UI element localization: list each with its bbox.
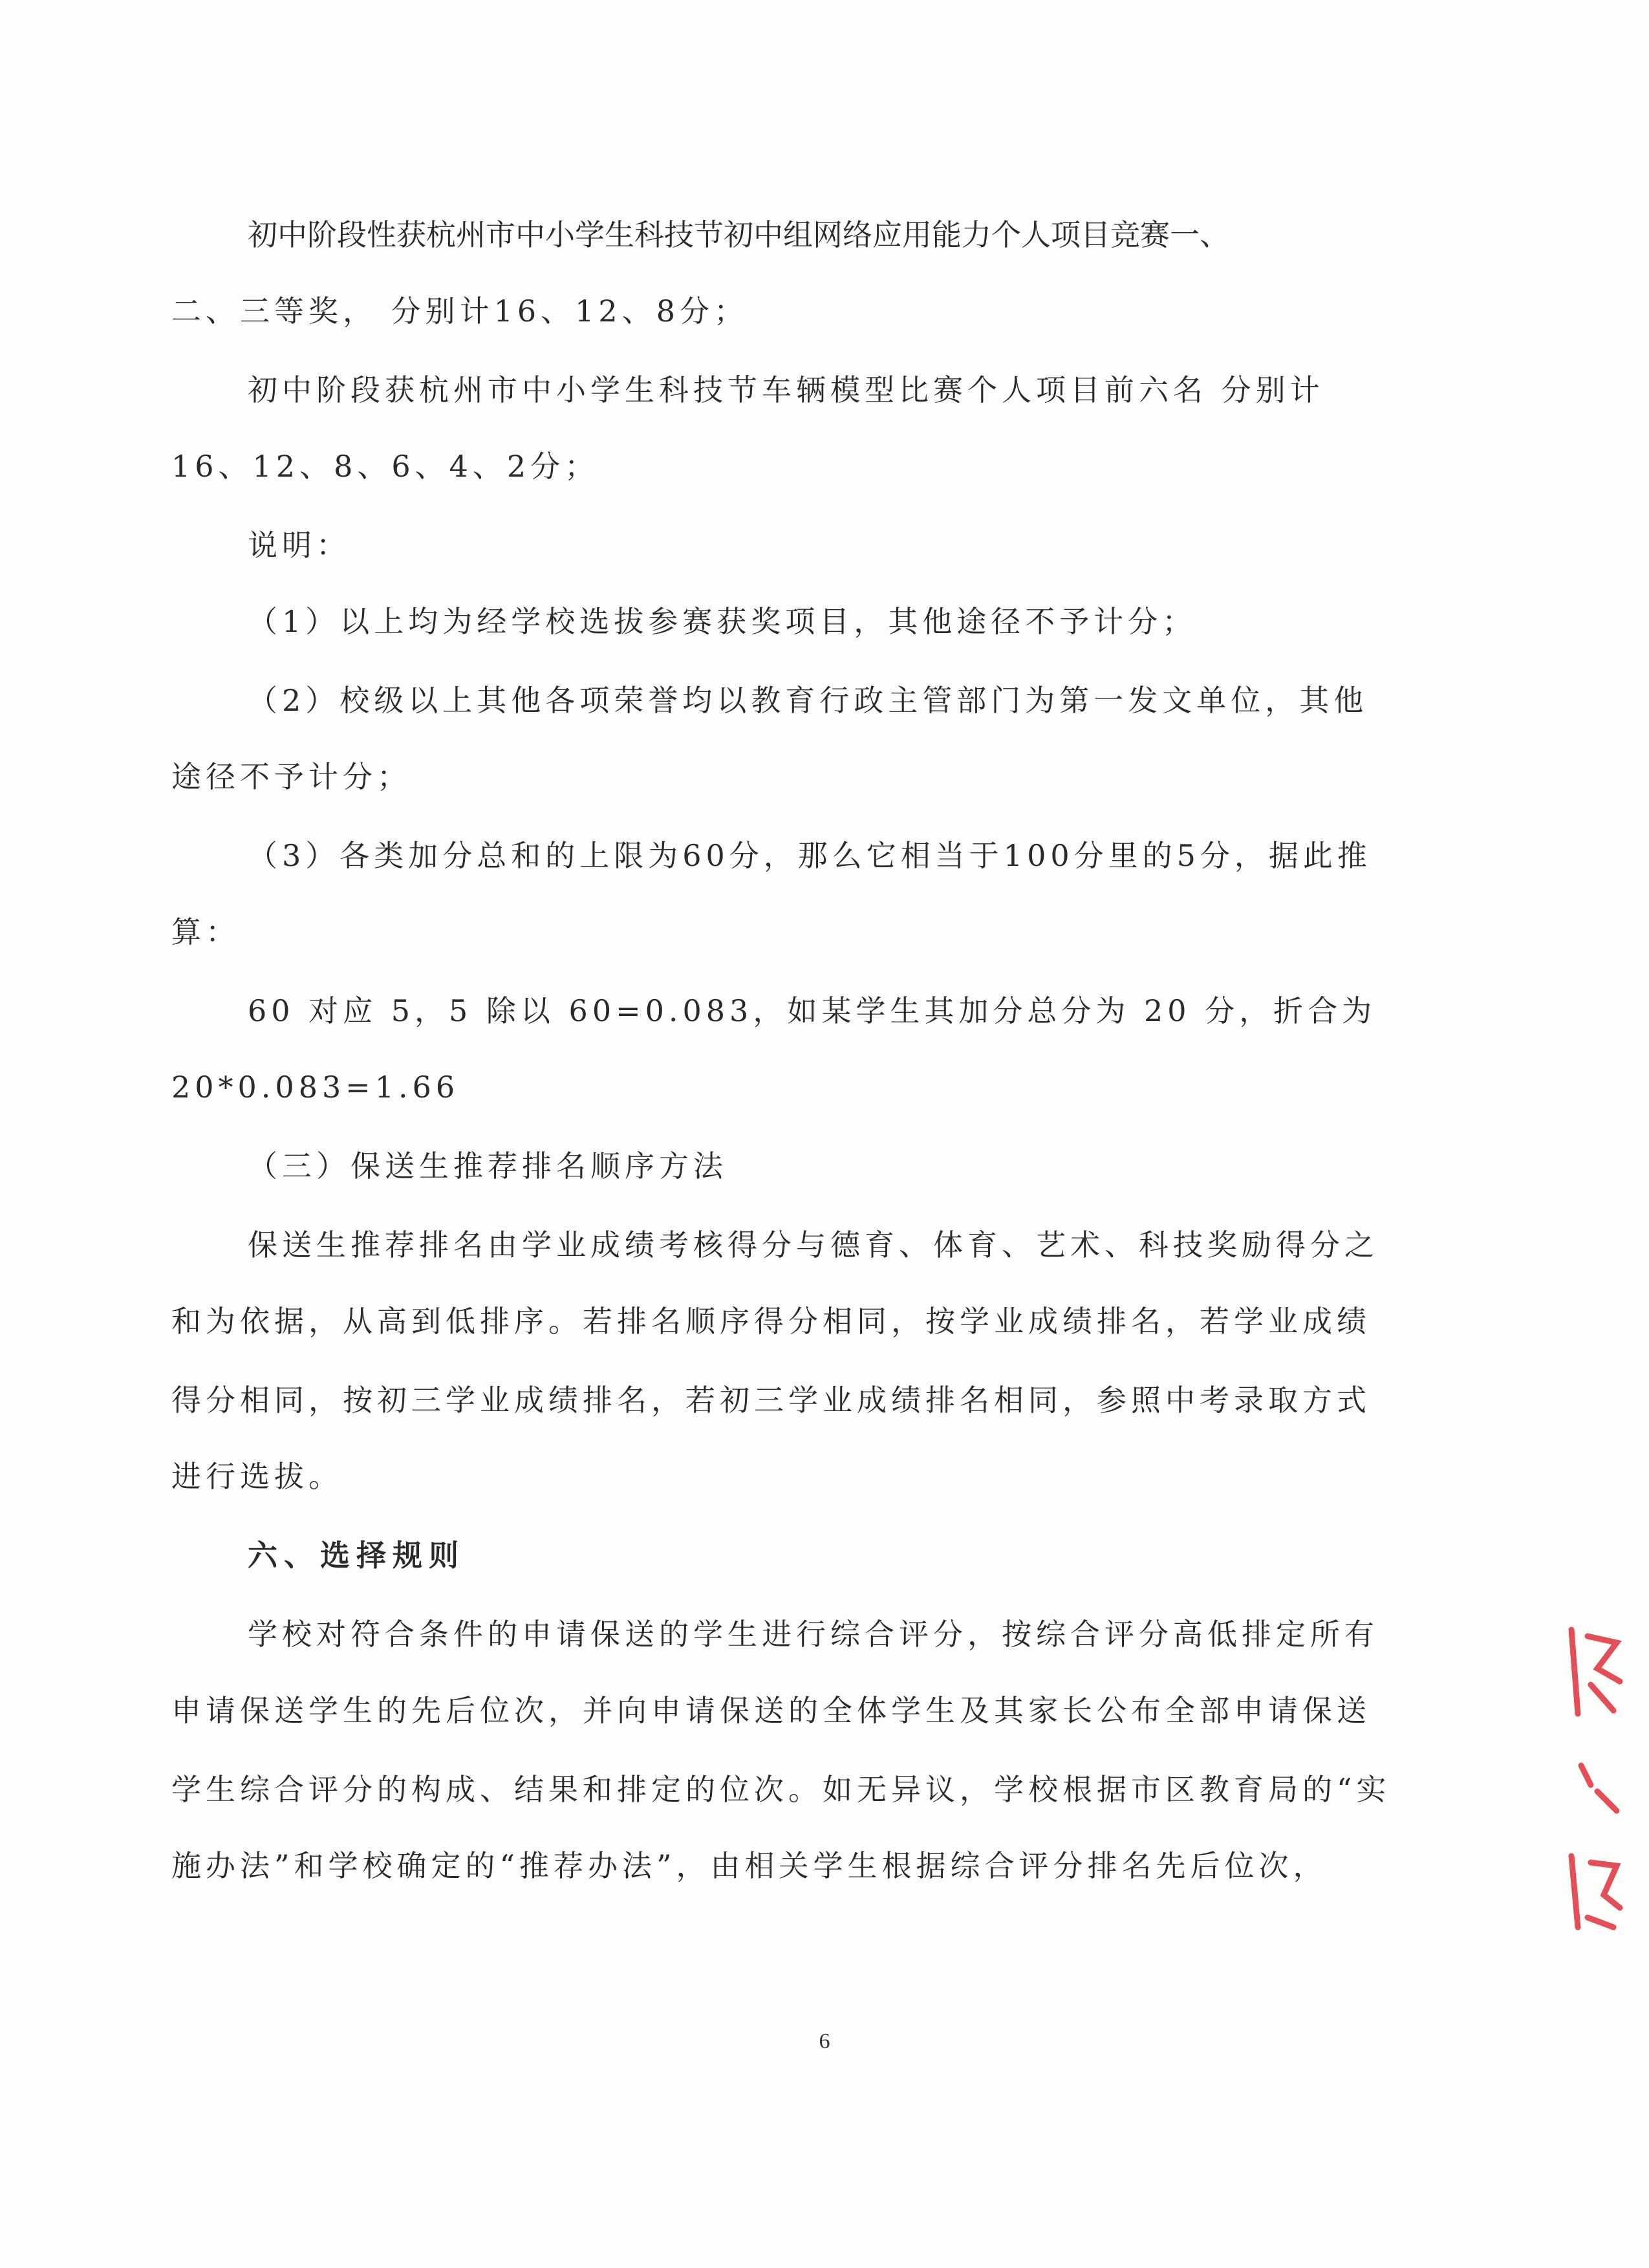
paragraph-line: 20*0.083=1.66: [171, 1070, 460, 1105]
section-subheading: （三）保送生推荐排名顺序方法: [248, 1149, 727, 1183]
paragraph-line: 学校对符合条件的申请保送的学生进行综合评分，按综合评分高低排定所有: [248, 1617, 1379, 1652]
paragraph-line: 施办法”和学校确定的“推荐办法”，由相关学生根据综合评分排名先后位次，: [171, 1848, 1328, 1883]
seal-stamp-fragment: [1552, 1623, 1630, 1960]
paragraph-line: （2）校级以上其他各项荣誉均以教育行政主管部门为第一发文单位，其他: [248, 683, 1368, 718]
paragraph-line: 学生综合评分的构成、结果和排定的位次。如无异议，学校根据市区教育局的“实: [171, 1772, 1391, 1807]
paragraph-line: 保送生推荐排名由学业成绩考核得分与德育、体育、艺术、科技奖励得分之: [248, 1227, 1379, 1262]
paragraph-line: 16、12、8、6、4、2分；: [171, 449, 599, 484]
paragraph-line: 二、三等奖， 分别计16、12、8分；: [171, 294, 748, 329]
paragraph-line: （1）以上均为经学校选拔参赛获奖项目，其他途径不予计分；: [248, 604, 1197, 639]
section-heading: 六、选择规则: [248, 1538, 465, 1573]
paragraph-line: 算：: [171, 914, 240, 949]
paragraph-line: 得分相同，按初三学业成绩排名，若初三学业成绩排名相同，参照中考录取方式: [171, 1383, 1371, 1418]
paragraph-line: 说明：: [248, 528, 350, 563]
page-number: 6: [819, 2029, 830, 2053]
paragraph-line: 进行选拔。: [171, 1459, 343, 1494]
paragraph-line: 初中阶段获杭州市中小学生科技节车辆模型比赛个人项目前六名 分别计: [248, 373, 1324, 407]
document-body: [171, 213, 1413, 1887]
paragraph-line: 和为依据，从高到低排序。若排名顺序得分相同，按学业成绩排名，若学业成绩: [171, 1304, 1371, 1339]
paragraph-line: 申请保送学生的先后位次，并向申请保送的全体学生及其家长公布全部申请保送: [171, 1693, 1371, 1728]
paragraph-line: 60 对应 5，5 除以 60=0.083，如某学生其加分总分为 20 分，折合为: [248, 993, 1377, 1028]
paragraph-line: 途径不予计分；: [171, 759, 411, 794]
paragraph-line: 初中阶段性获杭州市中小学生科技节初中组网络应用能力个人项目竞赛一、: [248, 217, 1229, 252]
paragraph-line: （3）各类加分总和的上限为60分，那么它相当于100分里的5分，据此推: [248, 838, 1372, 873]
